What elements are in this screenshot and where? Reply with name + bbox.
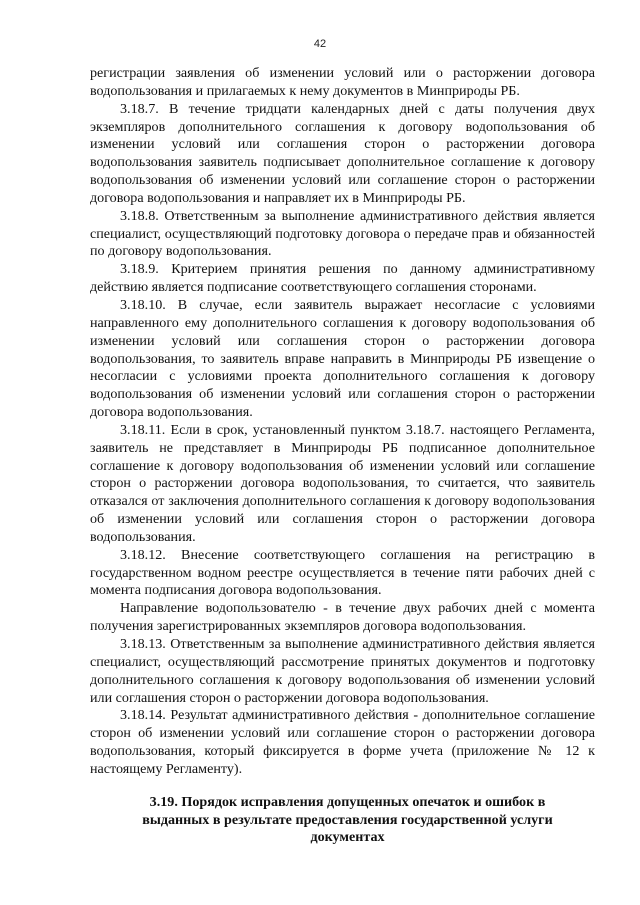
page-number: 42 [313,38,327,50]
paragraph-3-18-9: 3.18.9. Критерием принятия решения по данному административному действию является подписание соответствующего соглашения сторонами. [90,261,595,296]
section-heading-3-19: 3.19. Порядок исправления допущенных опечаток и ошибок в выданных в результате предоставления государственной услуги документах [142,794,553,845]
paragraph-3-18-8: 3.18.8. Ответственным за выполнение административного действия является специалист, осуществляющий подготовку договора о передаче прав и обязанностей по договору водопользования. [90,207,595,260]
paragraph-3-18-12: 3.18.12. Внесение соответствующего соглашения на регистрацию в государственном водном реестре осуществляется в течение пяти рабочих дней с момента подписания договора водопользования. [90,546,595,599]
document-body [90,65,595,779]
paragraph-3-18-10: 3.18.10. В случае, если заявитель выражает несогласие с условиями направленного ему дополнительного соглашения к договору водопользования об изменении условий или соглашения сторон о расторжении договора водопользования, то заявитель вправе направить в Минприроды РБ извещение о несогласии с условиями проекта дополнительного соглашения к договору водопользования об изменении условий или соглашения сторон о расторжении договора водопользования. [90,296,595,421]
paragraph-3-18-14: 3.18.14. Результат административного действия - дополнительное соглашение сторон об изменении условий или соглашение сторон о расторжении договора водопользования, который фиксируется в форме учета (приложение № 12 к настоящему Регламенту). [90,707,595,777]
paragraph-3-18-7: 3.18.7. В течение тридцати календарных дней с даты получения двух экземпляров дополнительного соглашения к договору водопользования об изменении условий или соглашения сторон о расторжении договора водопользования заявитель подписывает дополнительное соглашение к договору водопользования об изменении условий или соглашение сторон о расторжении договора водопользования и направляет их в Минприроды РБ. [90,100,595,206]
paragraph-3-18-13: 3.18.13. Ответственным за выполнение административного действия является специалист, осуществляющий рассмотрение принятых документов и подготовку дополнительного соглашения к договору водопользования об изменении условий или соглашения сторон о расторжении договора водопользования. [90,636,595,706]
paragraph-delivery: Направление водопользователю - в течение двух рабочих дней с момента получения зарегистрированных экземпляров договора водопользования. [90,600,595,635]
paragraph-3-18-11: 3.18.11. Если в срок, установленный пунктом 3.18.7. настоящего Регламента, заявитель не представляет в Минприроды РБ подписанное дополнительное соглашение к договору водопользования об изменении условий или соглашение сторон о расторжении договора водопользования, то считается, что заявитель отказался от заключения дополнительного соглашения к договору водопользования об изменении условий или соглашения сторон о расторжении договора водопользования. [90,421,595,545]
paragraph-continuation: регистрации заявления об изменении условий или о расторжении договора водопользования и прилагаемых к нему документов в Минприроды РБ. [90,65,595,99]
